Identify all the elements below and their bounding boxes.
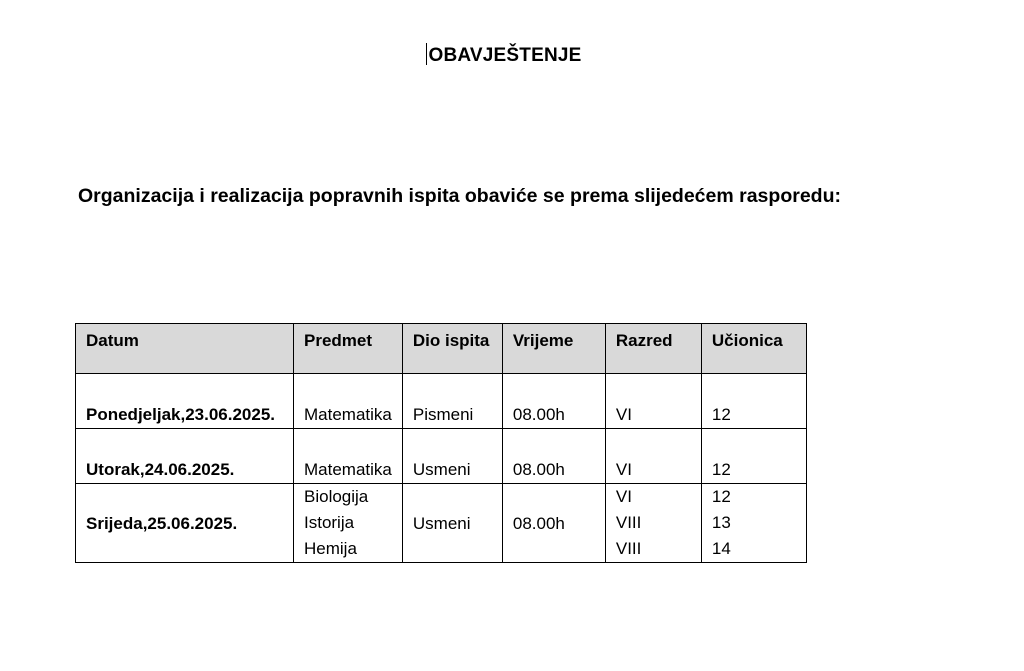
cell-vrijeme: 08.00h bbox=[502, 429, 605, 484]
document-title-text: OBAVJEŠTENJE bbox=[428, 45, 582, 66]
header-datum: Datum bbox=[76, 324, 294, 374]
ucionica-item: 12 bbox=[711, 487, 731, 506]
table-row bbox=[76, 484, 807, 563]
document-subtitle: Organizacija i realizacija popravnih ispita obaviće se prema slijedećem rasporedu: bbox=[78, 185, 841, 207]
cell-ucionica bbox=[701, 484, 806, 563]
ucionica-item: 13 bbox=[711, 513, 731, 532]
cell-razred: VI bbox=[605, 429, 701, 484]
document-title bbox=[0, 43, 1008, 67]
cell-predmet bbox=[294, 484, 403, 563]
header-dio-ispita: Dio ispita bbox=[402, 324, 502, 374]
cell-predmet: Matematika bbox=[294, 374, 403, 429]
cell-dio-ispita: Pismeni bbox=[402, 374, 502, 429]
cell-razred: VI bbox=[605, 374, 701, 429]
cell-dio-ispita: Usmeni bbox=[402, 429, 502, 484]
razred-item: VIII bbox=[615, 539, 642, 558]
header-predmet: Predmet bbox=[294, 324, 403, 374]
table-header-row bbox=[76, 324, 807, 374]
ucionica-item: 14 bbox=[711, 539, 731, 558]
exam-schedule-table bbox=[75, 323, 807, 563]
cell-vrijeme: 08.00h bbox=[502, 484, 605, 563]
cell-dio-ispita: Usmeni bbox=[402, 484, 502, 563]
header-vrijeme: Vrijeme bbox=[502, 324, 605, 374]
table-row bbox=[76, 374, 807, 429]
predmet-item: Istorija bbox=[304, 513, 355, 532]
table-row bbox=[76, 429, 807, 484]
cell-datum: Utorak,24.06.2025. bbox=[76, 429, 294, 484]
cell-predmet: Matematika bbox=[294, 429, 403, 484]
predmet-item: Biologija bbox=[304, 487, 369, 506]
cell-vrijeme: 08.00h bbox=[502, 374, 605, 429]
cell-datum: Srijeda,25.06.2025. bbox=[76, 484, 294, 563]
razred-item: VI bbox=[615, 487, 632, 506]
cell-razred bbox=[605, 484, 701, 563]
cell-ucionica: 12 bbox=[701, 374, 806, 429]
cell-ucionica: 12 bbox=[701, 429, 806, 484]
cell-datum: Ponedjeljak,23.06.2025. bbox=[76, 374, 294, 429]
header-ucionica: Učionica bbox=[701, 324, 806, 374]
razred-item: VIII bbox=[615, 513, 642, 532]
predmet-item: Hemija bbox=[304, 539, 357, 558]
header-razred: Razred bbox=[605, 324, 701, 374]
